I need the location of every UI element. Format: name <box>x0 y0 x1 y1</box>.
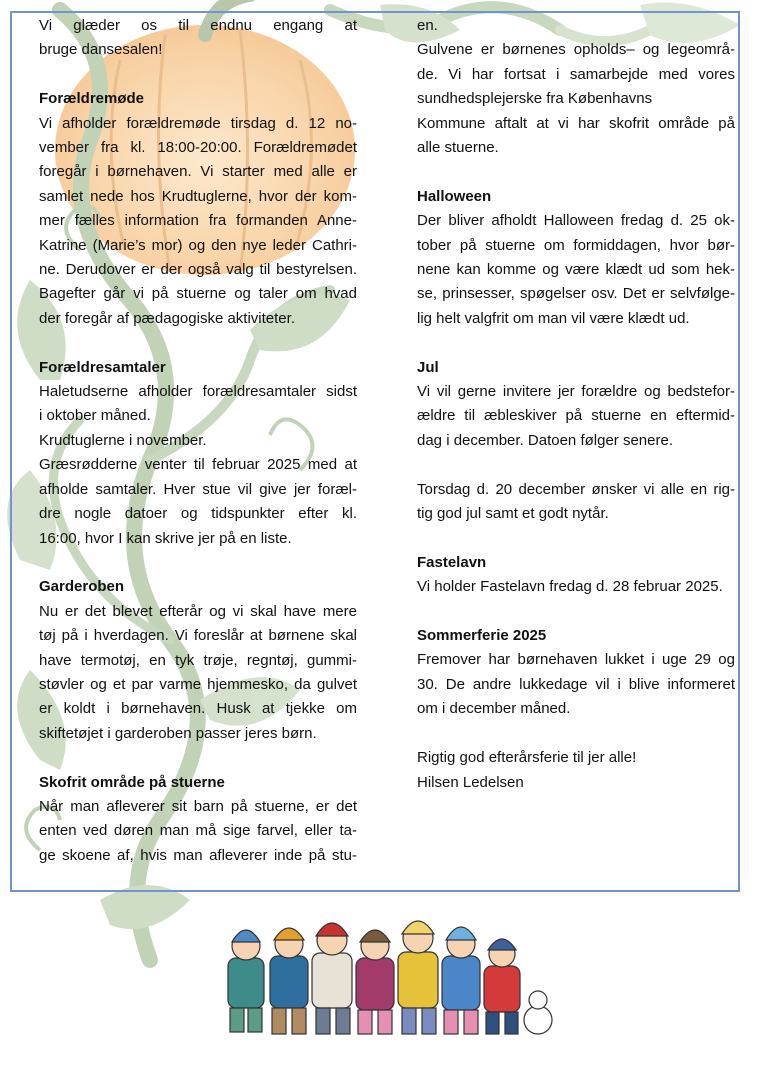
text-line: tober på stuerne om formiddagen, hvor bør- <box>417 236 735 254</box>
text-line: støvler og et par varme hjemmesko, da gulvet <box>39 675 357 693</box>
text-line: Torsdag d. 20 december ønsker vi alle en rig- <box>417 480 735 498</box>
section <box>39 356 357 551</box>
text-line: er koldt i børnehaven. Husk at tjekke om <box>39 700 357 718</box>
section-heading: Jul <box>417 358 439 376</box>
text-line: Kommune aftalt at vi har skofrit område på <box>417 114 735 132</box>
section <box>39 14 357 63</box>
text-line: Rigtig god efterårsferie til jer alle! <box>417 749 637 767</box>
section <box>417 14 735 160</box>
text-line: Gulvene er børnenes opholds– og legeområ- <box>417 41 735 59</box>
text-line: Vi vil gerne invitere jer forældre og bedstefor- <box>417 383 735 401</box>
text-line: samlet nede hos Krudtuglerne, hvor der kom- <box>39 187 357 205</box>
text-line: have termotøj, en tyk trøje, regntøj, gummi- <box>39 651 357 669</box>
section <box>417 746 735 795</box>
text-line: der foregår af pædagogiske aktiviteter. <box>39 309 295 327</box>
text-line: tøj på i hverdagen. Vi foreslår at børnene skal <box>39 627 357 645</box>
text-line: mer fælles information fra formanden Anne- <box>39 212 357 230</box>
text-line: Græsrødderne venter til februar 2025 med at <box>39 456 357 474</box>
text-line: afholde samtaler. Hver stue vil give jer foræl- <box>39 480 357 498</box>
text-line: sundhedsplejerske fra Københavns <box>417 90 653 108</box>
text-line: Fremover har børnehaven lukket i uge 29 og <box>417 651 735 669</box>
section-heading: Forældresamtaler <box>39 358 166 376</box>
text-line: ældre til æbleskiver på stuerne en eftermid- <box>417 407 735 425</box>
text-line: tig god jul samt et godt nytår. <box>417 505 609 523</box>
text-line: alle stuerne. <box>417 139 499 157</box>
text-line: Krudtuglerne i november. <box>39 431 207 449</box>
text-line: Haletudserne afholder forældresamtaler sidst <box>39 383 357 401</box>
text-line: ge skoene af, hvis man afleverer inde på stu- <box>39 846 357 864</box>
text-line: 16:00, hvor I kan skrive jer på en liste. <box>39 529 292 547</box>
text-line: Når man afleverer sit barn på stuerne, er det <box>39 797 357 815</box>
text-line: lig helt valgfrit om man vil være klædt ud. <box>417 309 690 327</box>
section <box>39 87 357 331</box>
section-heading: Sommerferie 2025 <box>417 627 547 645</box>
section-heading: Garderoben <box>39 578 125 596</box>
section <box>417 478 735 527</box>
section-heading: Halloween <box>417 187 492 205</box>
text-line: Vi afholder forældremøde tirsdag d. 12 no- <box>39 114 357 132</box>
text-line: Katrine (Marie’s mor) og den nye leder Cathri- <box>39 236 357 254</box>
text-line: Der bliver afholdt Halloween fredag d. 25 ok- <box>417 212 735 230</box>
section <box>417 624 735 722</box>
text-line: enten ved døren man må sige farvel, eller ta- <box>39 822 357 840</box>
text-line: Hilsen Ledelsen <box>417 773 524 791</box>
section-heading: Skofrit område på stuerne <box>39 773 225 791</box>
text-line: skiftetøjet i garderoben passer jeres børn. <box>39 724 317 742</box>
left-column <box>39 14 357 893</box>
text-line: nene kan komme og være klædt ud som hek- <box>417 261 735 279</box>
text-line: om i december måned. <box>417 700 571 718</box>
section <box>417 185 735 331</box>
text-line: vember fra kl. 18:00-20:00. Forældremødet <box>39 139 357 157</box>
text-line: Vi holder Fastelavn fredag d. 28 februar 2025. <box>417 578 723 596</box>
text-line: ne. Derudover er der også valg til bestyrelsen. <box>39 261 357 279</box>
text-line: en. <box>417 17 438 34</box>
right-column <box>417 14 735 819</box>
text-line: de. Vi har fortsat i samarbejde med vores <box>417 65 735 83</box>
text-line: foregår i børnehaven. Vi starter med alle er <box>39 163 357 181</box>
section-heading: Fastelavn <box>417 553 487 571</box>
section <box>39 575 357 746</box>
section <box>417 356 735 454</box>
text-line: Bagefter går vi på stuerne og taler om hvad <box>39 285 357 303</box>
text-line: i oktober måned. <box>39 407 151 425</box>
winter-children-illustration <box>220 908 560 1048</box>
section <box>417 551 735 600</box>
text-line: 30. De andre lukkedage vil i blive informeret <box>417 675 735 693</box>
text-line: dre nogle datoer og tidspunkter efter kl. <box>39 505 357 523</box>
text-line: se, prinsesser, spøgelser osv. Det er selvfølge- <box>417 285 735 303</box>
text-line: Nu er det blevet efterår og vi skal have mere <box>39 602 357 620</box>
section <box>39 771 357 869</box>
text-line: Vi glæder os til endnu engang at <box>39 17 357 34</box>
text-line: dag i december. Datoen følger senere. <box>417 431 673 449</box>
text-line: bruge dansesalen! <box>39 41 163 59</box>
section-heading: Forældremøde <box>39 90 145 108</box>
